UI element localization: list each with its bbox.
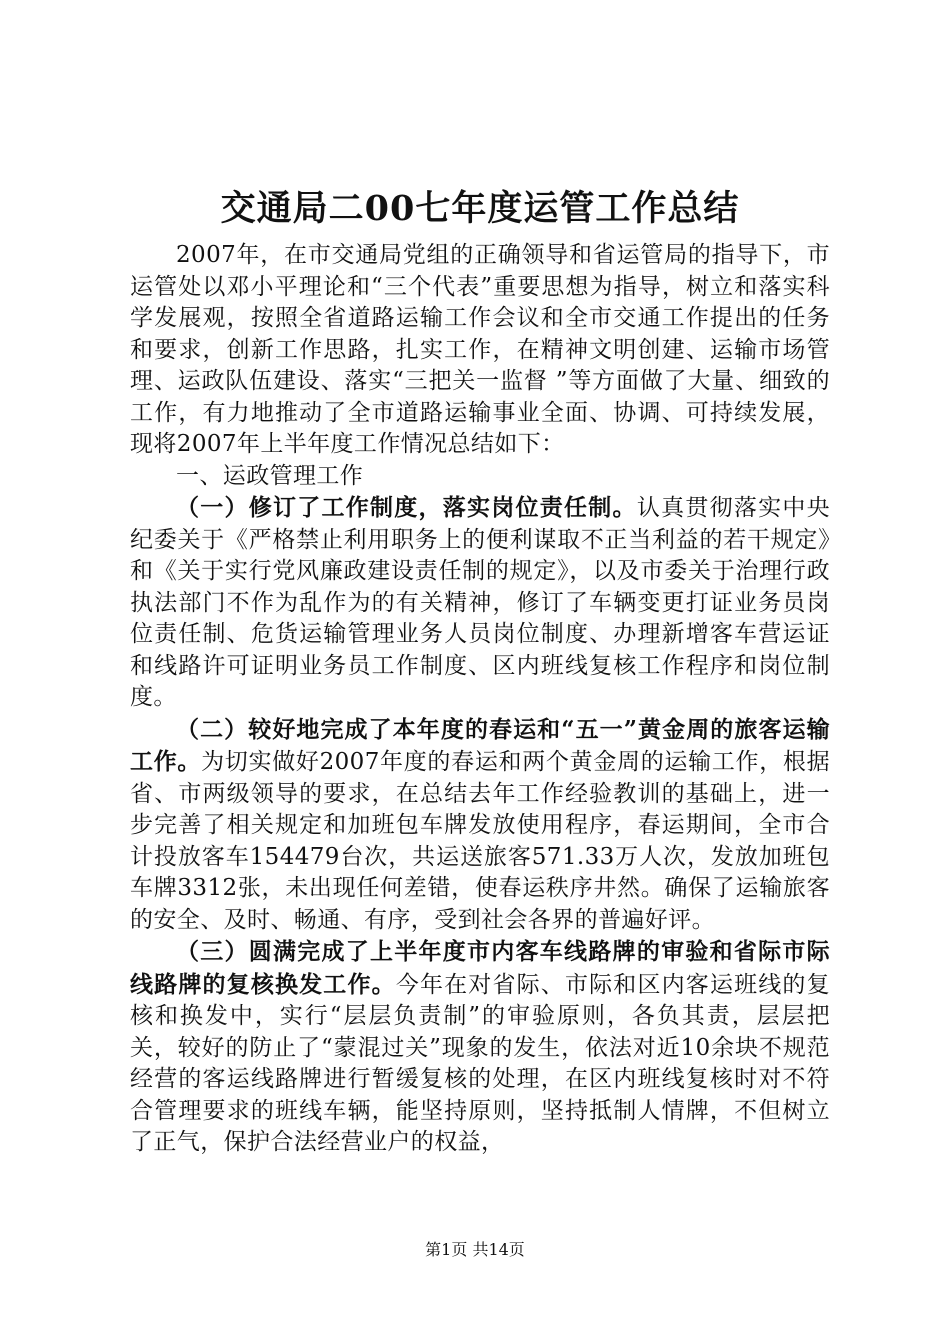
section-heading: 一、运政管理工作 bbox=[176, 462, 364, 489]
item-paragraph bbox=[130, 714, 830, 937]
item-body: 今年在对省际、市际和区内客运班线的复核和换发中，实行“层层负责制”的审验原则，各负其责，层层把关，较好的防止了“蒙混过关”现象的发生，依法对近10余块不规范经营的客运线路牌进行暂缓复核的处理，在区内班线复核时对不符合管理要求的班线车辆，能坚持原则，坚持抵制人情牌，不但树立了正气，保护合法经营业户的权益， bbox=[130, 971, 830, 1155]
intro-paragraph: 2007年，在市交通局党组的正确领导和省运管局的指导下，市运管处以邓小平理论和“三个代表”重要思想为指导，树立和落实科学发展观，按照全省道路运输工作会议和全市交通工作提出的任务和要求，创新工作思路，扎实工作，在精神文明创建、运输市场管理、运政队伍建设、落实“三把关一监督 ”等方面做了大量、细致的工作，有力地推动了全市道路运输事业全面、协调、可持续发展，现将2007年上半年度工作情况总结如下： bbox=[130, 242, 830, 457]
page-footer: 第1页 共14页 bbox=[425, 1240, 525, 1259]
item-lead: （二）较好地完成了本年度的春运和“五一”黄金周的旅客运输工作。 bbox=[130, 715, 830, 775]
document-title: 交通局二00七年度运管工作总结 bbox=[220, 188, 740, 229]
item-paragraph bbox=[130, 492, 830, 714]
item-paragraph bbox=[130, 936, 830, 1159]
document-page bbox=[130, 186, 830, 1159]
item-body: 认真贯彻落实中央纪委关于《严格禁止利用职务上的便利谋取不正当利益的若干规定》和《关于实行党风廉政建设责任制的规定》，以及市委关于治理行政执法部门不作为乱作为的有关精神，修订了车辆变更打证业务员岗位责任制、危货运输管理业务人员岗位制度、办理新增客车营运证和线路许可证明业务员工作制度、区内班线复核工作程序和岗位制度。 bbox=[130, 495, 831, 710]
item-lead: （一）修订了工作制度，落实岗位责任制。 bbox=[176, 494, 637, 521]
item-body: 为切实做好2007年度的春运和两个黄金周的运输工作，根据省、市两级领导的要求，在总结去年工作经验教训的基础上，进一步完善了相关规定和加班包车牌发放使用程序，春运期间，全市合计投放客车154479台次，共运送旅客571.33万人次，发放加班包车牌3312张，未出现任何差错，使春运秩序井然。确保了运输旅客的安全、及时、畅通、有序，受到社会各界的普遍好评。 bbox=[130, 749, 831, 933]
item-lead: （三）圆满完成了上半年度市内客车线路牌的审验和省际市际线路牌的复核换发工作。 bbox=[130, 938, 830, 998]
